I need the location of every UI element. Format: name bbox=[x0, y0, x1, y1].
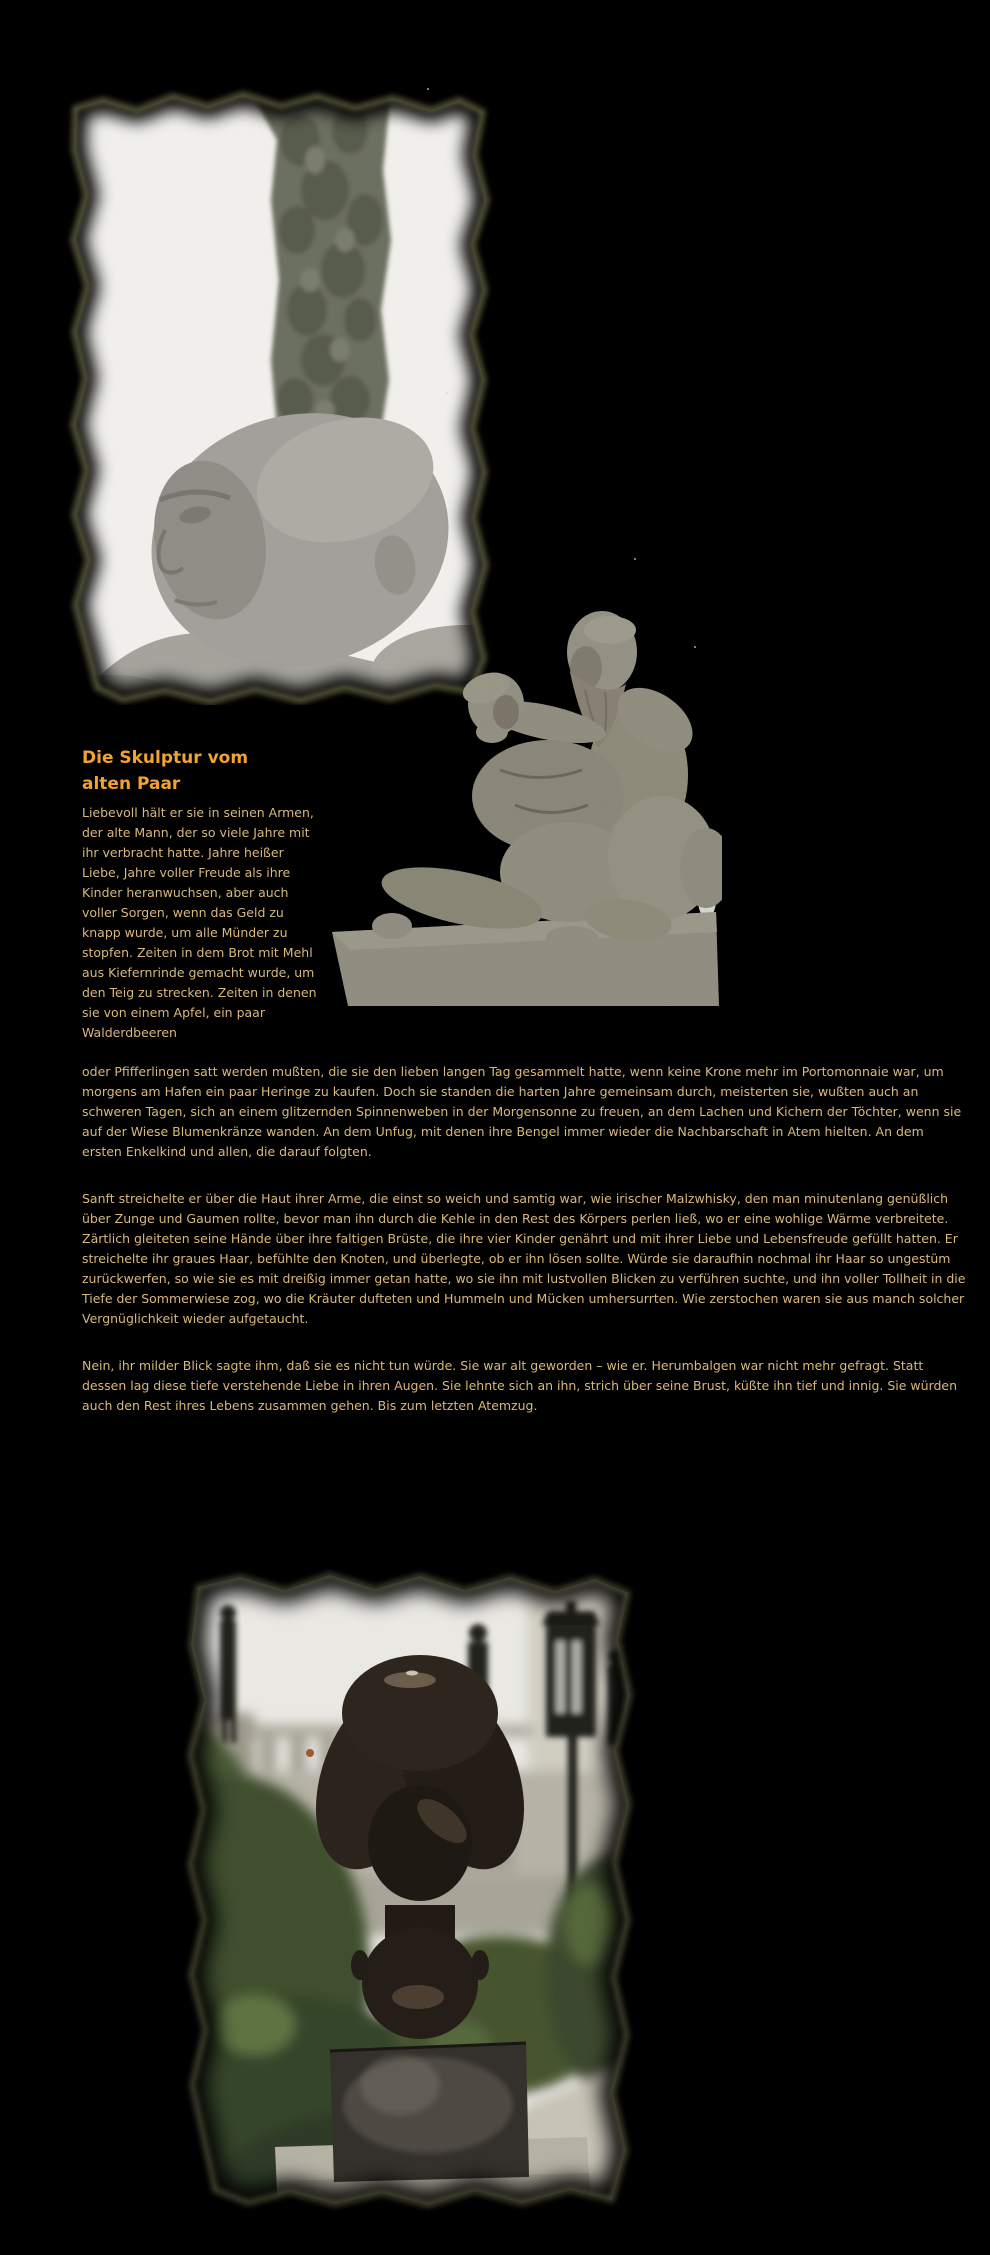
old-couple-sculpture bbox=[332, 611, 722, 1006]
dust-speck bbox=[427, 88, 429, 90]
article-body bbox=[82, 1062, 966, 1443]
dust-speck bbox=[634, 558, 636, 560]
page-title-line1: Die Skulptur vom bbox=[82, 748, 249, 768]
dust-speck bbox=[446, 392, 448, 394]
bronze-block bbox=[330, 2043, 529, 2182]
page-title bbox=[82, 745, 322, 797]
intro-column: Liebevoll hält er sie in seinen Armen, der alte Mann, der so viele Jahre mit ihr verbracht hatte. Jahre heißer Liebe, Jahre voller Freude als ihre Kinder heranwuchsen, aber auch voller Sorgen, wenn das Geld zu knapp wurde, um alle Münder zu stopfen. Zeiten in dem Brot mit Mehl aus Kiefernrinde gemacht wurde, um den Teig zu strecken. Zeiten in denen sie von einem Apfel, ein paar Walderdbeeren bbox=[82, 805, 317, 1040]
paragraph-hard-years: oder Pfifferlingen satt werden mußten, die sie den lieben langen Tag gesammelt hatte, wenn keine Krone mehr im Portomonnaie war, um morgens am Hafen ein paar Heringe zu kaufen. Doch sie standen die harten Jahre gemeinsam durch, meisterten sie, wußten auch an schweren Tagen, sich an einem glitzernden Spinnenweben in der Morgensonne zu freuen, an dem Lachen und Kichern der Töchter, wenn sie auf der Wiese Blumenkränze wanden. An dem Unfug, mit denen ihre Bengel immer wieder die Nachbarschaft in Atem hielten. An dem ersten Enkelkind und allen, die darauf folgten. bbox=[82, 1064, 962, 1159]
old-couple-photo bbox=[310, 600, 722, 1008]
dust-speck bbox=[694, 646, 696, 648]
paragraph-caress: Sanft streichelte er über die Haut ihrer Arme, die einst so weich und samtig war, wie irischer Malzwhisky, den man minutenlang genüßlich über Zunge und Gaumen rollte, bevor man ihn durch die Kehle in den Rest des Körpers perlen ließ, wo er eine wohlige Wärme verbreitete. Zärtlich gleiteten seine Hände über ihre faltigen Brüste, die ihre vier Kinder genährt und mit ihrer Liebe und Lebensfreude gefüllt hatten. Er streichelte ihr graues Haar, befühlte den Knoten, und überlegte, ob er ihn lösen sollte. Würde sie daraufhin nochmal ihr Haar so ungestüm zurückwerfen, so wie sie es mit dreißig immer getan hatte, wo sie ihn mit lustvollen Blicken zu verführen suchte, und ihn voller Tollheit in die Tiefe der Sommerwiese zog, wo die Kräuter dufteten und Hummeln und Mücken umhersurrten. Wie zerstochen waren sie aus manch solcher Vergnüglichkeit wieder aufgetaucht. bbox=[82, 1191, 966, 1326]
paragraph-last-breath: Nein, ihr milder Blick sagte ihm, daß sie es nicht tun würde. Sie war alt geworden – wie er. Herumbalgen war nicht mehr gefragt. Statt dessen lag diese tiefe verstehende Liebe in ihren Augen. Sie lehnte sich an ihn, strich über seine Brust, küßte ihn tief und innig. Sie würden auch den Rest ihres Lebens zusammen gehen. Bis zum letzten Atemzug. bbox=[82, 1358, 958, 1413]
headstand-photo bbox=[160, 1545, 670, 2245]
page-title-line2: alten Paar bbox=[82, 774, 181, 794]
parapet-detail bbox=[306, 1749, 314, 1757]
